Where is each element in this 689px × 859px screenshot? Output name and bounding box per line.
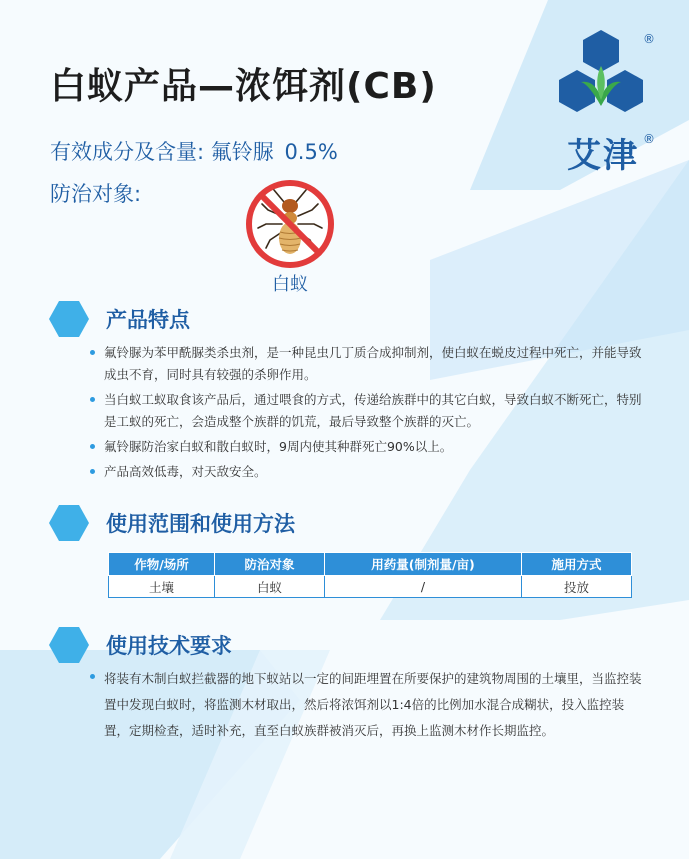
brand-logo — [551, 28, 661, 178]
brand-registered-mark: ® — [643, 132, 655, 146]
section-usage-title: 使用范围和使用方法 — [106, 512, 295, 536]
pest-name: 白蚁 — [272, 274, 308, 295]
usage-table — [108, 552, 632, 598]
list-item: 氟铃脲防治家白蚁和散白蚁时，9周内使其种群死亡90%以上。 — [88, 436, 648, 458]
column-header: 施用方式 — [522, 553, 632, 576]
termite-prohibition-icon — [244, 178, 336, 270]
column-header: 防治对象 — [215, 553, 325, 576]
hexagon-icon — [48, 626, 90, 664]
column-header: 用药量(制剂量/亩) — [324, 553, 521, 576]
list-item: 产品高效低毒，对天敌安全。 — [88, 461, 648, 483]
table-row — [109, 576, 632, 598]
list-item: 氟铃脲为苯甲酰脲类杀虫剂，是一种昆虫几丁质合成抑制剂，使白蚁在蜕皮过程中死亡，并能导致成虫不育，同时具有较强的杀卵作用。 — [88, 342, 648, 386]
list-item: 将装有木制白蚁拦截器的地下蚁站以一定的间距埋置在所要保护的建筑物周围的土壤里，当监控装置中发现白蚁时，将监测木材取出，然后将浓饵剂以1:4倍的比例加水混合成糊状，投入监控装置，定期检查，适时补充，直至白蚁族群被消灭后，再换上监测木材作长期监控。 — [88, 666, 643, 744]
hexagon-icon — [48, 504, 90, 542]
table-cell: 白蚁 — [215, 576, 325, 598]
section-features-title: 产品特点 — [106, 308, 190, 332]
ingredient-value: 0.5% — [284, 140, 338, 164]
brand-name: 艾津 — [567, 136, 639, 176]
list-item: 当白蚁工蚁取食该产品后，通过喂食的方式，传递给族群中的其它白蚁，导致白蚁不断死亡，特别是工蚁的死亡，会造成整个族群的饥荒，最后导致整个族群的灭亡。 — [88, 389, 648, 433]
table-header-row — [109, 553, 632, 576]
logo-registered-mark: ® — [643, 32, 655, 46]
requirements-list — [88, 666, 643, 747]
page-title: 白蚁产品—浓饵剂(CB) — [50, 66, 437, 107]
target-label: 防治对象: — [50, 182, 142, 206]
section-requirements-title: 使用技术要求 — [106, 634, 232, 658]
pest-illustration — [244, 178, 336, 295]
hexagon-icon — [48, 300, 90, 338]
logo-mark — [551, 28, 651, 128]
table-cell: 土壤 — [109, 576, 215, 598]
ingredient-line — [50, 136, 338, 166]
features-list — [88, 342, 648, 486]
ingredient-label: 有效成分及含量: 氟铃脲 — [50, 140, 274, 164]
column-header: 作物/场所 — [109, 553, 215, 576]
table-cell: 投放 — [522, 576, 632, 598]
table-cell: / — [324, 576, 521, 598]
